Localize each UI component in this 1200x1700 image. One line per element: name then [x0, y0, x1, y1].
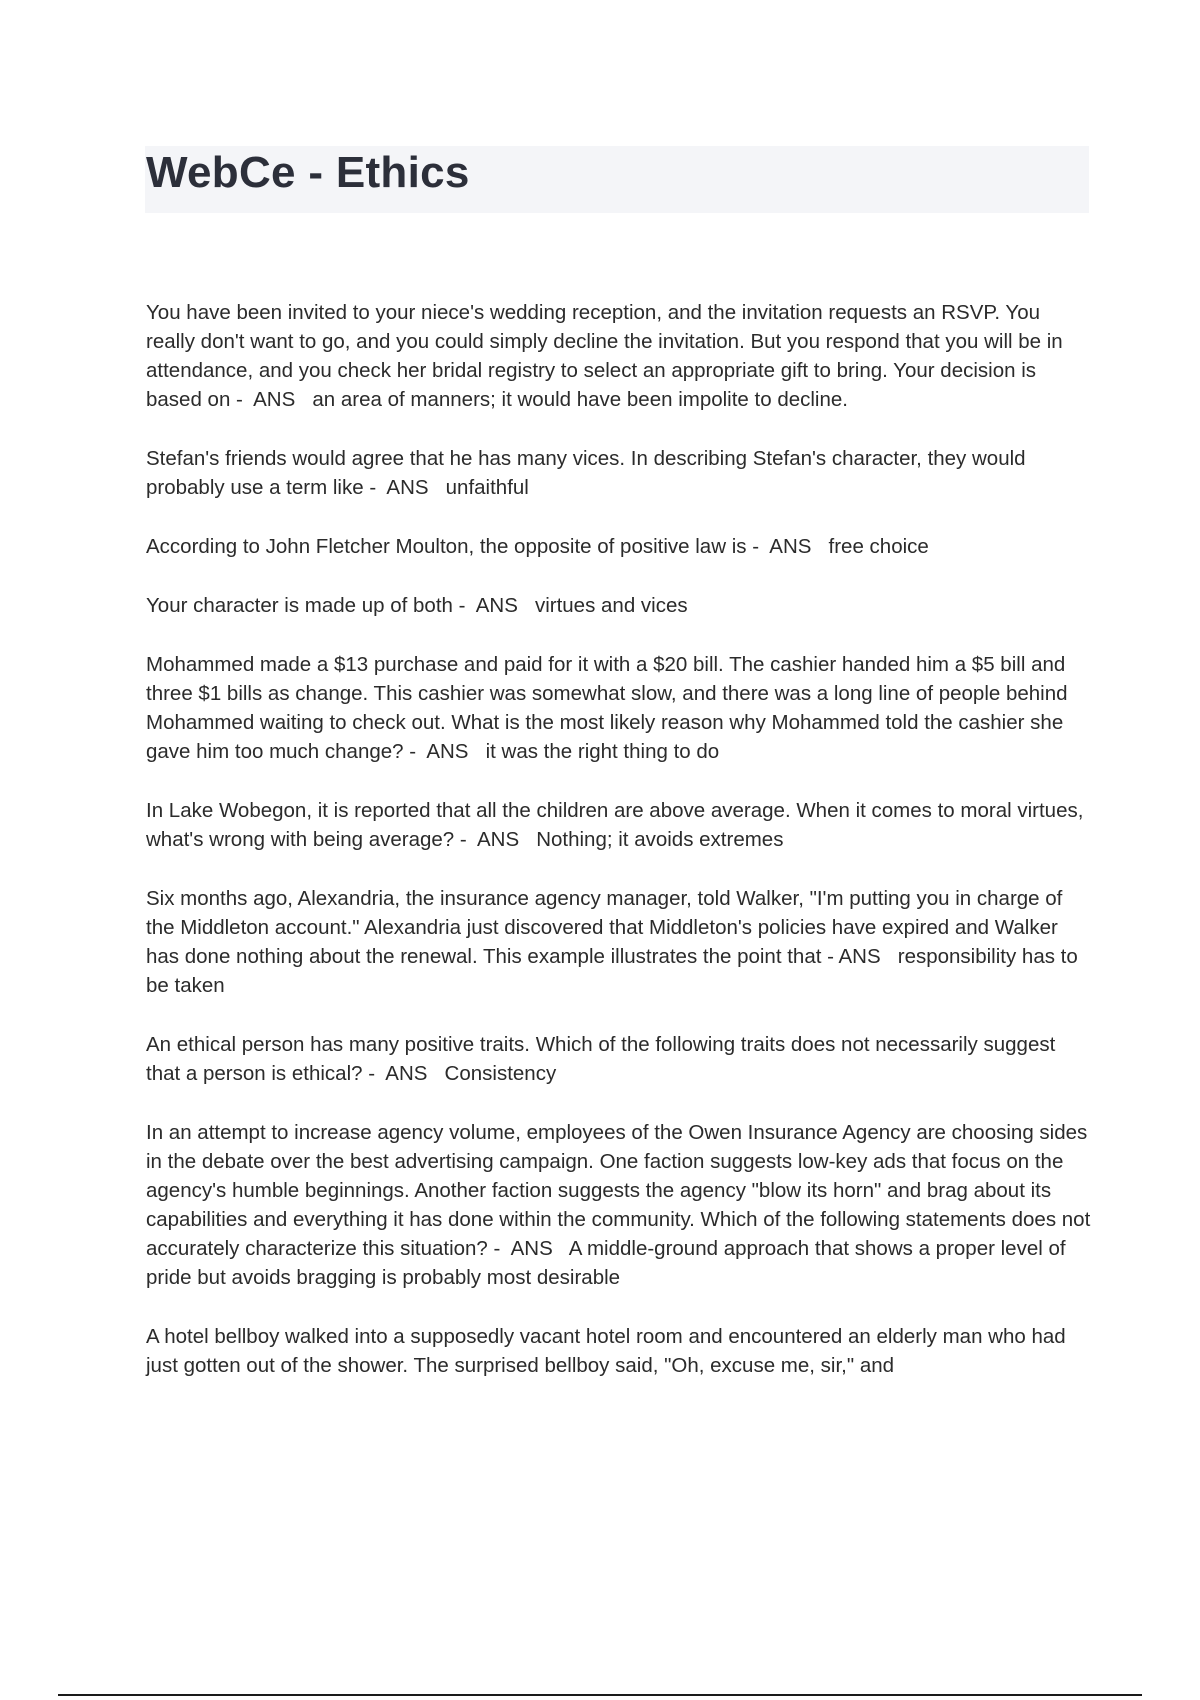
page-footer-rule	[58, 1694, 1142, 1696]
document-body	[146, 298, 1096, 1410]
question-answer-3: According to John Fletcher Moulton, the opposite of positive law is - ANS free choice	[146, 535, 929, 558]
question-answer-10: A hotel bellboy walked into a supposedly vacant hotel room and encountered an elderly man who had just gotten out of the shower. The surprised bellboy said, "Oh, excuse me, sir," and	[146, 1325, 1072, 1377]
question-answer-2: Stefan's friends would agree that he has many vices. In describing Stefan's character, they would probably use a term like - ANS unfaithful	[146, 447, 1032, 499]
question-answer-8: An ethical person has many positive traits. Which of the following traits does not necessarily suggest that a person is ethical? - ANS Consistency	[146, 1033, 1061, 1085]
question-answer-1: You have been invited to your niece's wedding reception, and the invitation requests an RSVP. You really don't want to go, and you could simply decline the invitation. But you respond that you will be in attendance, and you check her bridal registry to select an appropriate gift to bring. Your decision is based on - ANS an area of manners; it would have been impolite to decline.	[146, 301, 1069, 411]
page-title: WebCe - Ethics	[146, 148, 470, 197]
question-answer-5: Mohammed made a $13 purchase and paid for it with a $20 bill. The cashier handed him a $5 bill and three $1 bills as change. This cashier was somewhat slow, and there was a long line of people behind Mohammed waiting to check out. What is the most likely reason why Mohammed told the cashier she gave him too much change? - ANS it was the right thing to do	[146, 653, 1074, 763]
question-answer-7: Six months ago, Alexandria, the insurance agency manager, told Walker, "I'm putting you in charge of the Middleton account." Alexandria just discovered that Middleton's policies have expired and Walker has done nothing about the renewal. This example illustrates the point that - ANS responsibility has to be taken	[146, 887, 1084, 997]
question-answer-6: In Lake Wobegon, it is reported that all the children are above average. When it comes to moral virtues, what's wrong with being average? - ANS Nothing; it avoids extremes	[146, 799, 1090, 851]
question-answer-9: In an attempt to increase agency volume, employees of the Owen Insurance Agency are choosing sides in the debate over the best advertising campaign. One faction suggests low-key ads that focus on the agency's humble beginnings. Another faction suggests the agency "blow its horn" and brag about its capabilities and everything it has done within the community. Which of the following statements does not accurately characterize this situation? - ANS A middle-ground approach that shows a proper level of pride but avoids bragging is probably most desirable	[146, 1121, 1096, 1289]
question-answer-4: Your character is made up of both - ANS virtues and vices	[146, 594, 688, 617]
